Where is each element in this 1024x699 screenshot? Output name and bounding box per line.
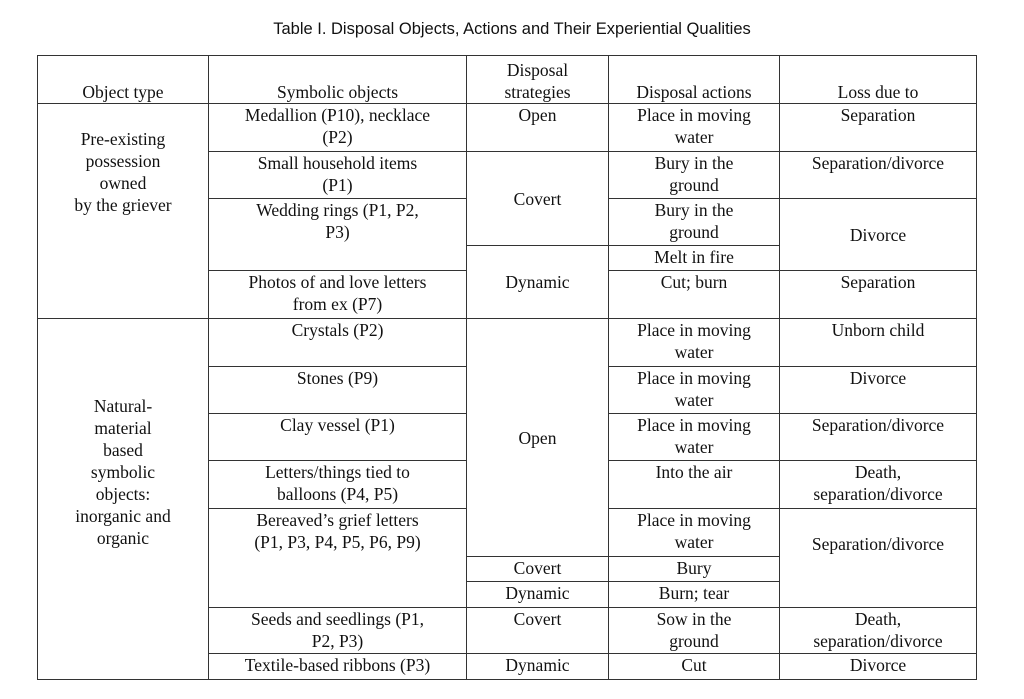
group-line: possession [85,151,161,171]
loss-cell: Separation/divorce [780,509,977,608]
loss-cell: Separation [780,104,977,152]
cell-line: (P1) [322,175,353,195]
symbolic-object-cell: Textile-based ribbons (P3) [209,654,467,680]
group-line: by the griever [74,195,172,215]
cell-line: water [674,532,714,552]
strategy-cell: Dynamic [467,246,609,319]
action-cell: Into the air [609,461,780,509]
cell-line: Place in moving [637,105,751,125]
cell-line: water [674,437,714,457]
strategy-cell: Open [467,319,609,557]
loss-cell: Unborn child [780,319,977,367]
loss-cell: Divorce [780,654,977,680]
strategy-cell: Dynamic [467,582,609,608]
symbolic-object-cell: Stones (P9) [209,367,467,414]
cell-line: Place in moving [637,368,751,388]
cell-line: water [674,342,714,362]
cell-line: Death, [854,462,902,482]
action-cell [609,608,780,654]
header-disposal-actions: Disposal actions [609,56,780,104]
symbolic-object-cell [209,152,467,199]
action-cell: Burn; tear [609,582,780,608]
group-line: organic [96,528,150,548]
cell-line: Bereaved’s grief letters [256,510,419,530]
header-loss-due-to: Loss due to [780,56,977,104]
symbolic-object-cell [209,608,467,654]
symbolic-object-cell [209,509,467,608]
symbolic-object-cell [209,199,467,271]
table-row [38,319,977,367]
header-object-type: Object type [38,56,209,104]
strategy-cell: Covert [467,152,609,246]
action-cell [609,199,780,246]
cell-line: Place in moving [637,320,751,340]
strategy-cell: Covert [467,608,609,654]
action-cell: Bury [609,557,780,582]
loss-cell: Separation/divorce [780,152,977,199]
cell-line: water [674,127,714,147]
strategy-cell: Open [467,104,609,152]
cell-line: P3) [325,222,350,242]
action-cell [609,367,780,414]
cell-line: Death, [854,609,902,629]
cell-line: Bury in the [654,153,734,173]
loss-cell [780,608,977,654]
cell-line: separation/divorce [813,484,943,504]
loss-cell: Divorce [780,367,977,414]
strategy-cell: Dynamic [467,654,609,680]
symbolic-object-cell [209,104,467,152]
cell-line: water [674,390,714,410]
group-line: owned [99,173,147,193]
group-line: Natural- [93,396,153,416]
cell-line: (P1, P3, P4, P5, P6, P9) [254,532,421,552]
group-line: objects: [95,484,151,504]
loss-cell: Separation [780,271,977,319]
cell-line: Bury in the [654,200,734,220]
group-line: Pre-existing [80,129,166,149]
cell-line: Letters/things tied to [265,462,410,482]
header-strategies-line: strategies [504,82,571,102]
action-cell: Melt in fire [609,246,780,271]
loss-cell [780,461,977,509]
cell-line: P2, P3) [311,631,364,651]
cell-line: Medallion (P10), necklace [244,105,431,125]
action-cell: Cut; burn [609,271,780,319]
cell-line: Place in moving [637,415,751,435]
action-cell [609,509,780,557]
group-line: symbolic [90,462,156,482]
cell-line: Photos of and love letters [248,272,427,292]
header-strategies-line: Disposal [506,60,569,80]
symbolic-object-cell [209,461,467,509]
cell-line: separation/divorce [813,631,943,651]
action-cell [609,414,780,461]
disposal-table [37,55,977,680]
group-line: inorganic and [75,506,171,526]
cell-line: Seeds and seedlings (P1, [250,609,425,629]
cell-line: Wedding rings (P1, P2, [256,200,419,220]
loss-cell: Divorce [780,199,977,271]
cell-line: ground [669,175,719,195]
group-pre-existing [38,104,209,319]
strategy-cell: Covert [467,557,609,582]
header-disposal-strategies [467,56,609,104]
action-cell [609,152,780,199]
header-symbolic-objects: Symbolic objects [209,56,467,104]
cell-line: Sow in the [656,609,732,629]
action-cell [609,319,780,367]
table-row [38,104,977,152]
cell-line: ground [669,222,719,242]
group-line: based [103,440,143,460]
action-cell [609,104,780,152]
header-row [38,56,977,104]
symbolic-object-cell [209,271,467,319]
cell-line: Small household items [257,153,418,173]
cell-line: from ex (P7) [292,294,383,314]
cell-line: balloons (P4, P5) [276,484,399,504]
group-natural-material [38,319,209,680]
cell-line: (P2) [322,127,353,147]
loss-cell: Separation/divorce [780,414,977,461]
table-caption: Table I. Disposal Objects, Actions and Their Experiential Qualities [273,20,751,38]
symbolic-object-cell: Crystals (P2) [209,319,467,367]
cell-line: ground [669,631,719,651]
action-cell: Cut [609,654,780,680]
cell-line: Place in moving [637,510,751,530]
group-line: material [94,418,152,438]
symbolic-object-cell: Clay vessel (P1) [209,414,467,461]
